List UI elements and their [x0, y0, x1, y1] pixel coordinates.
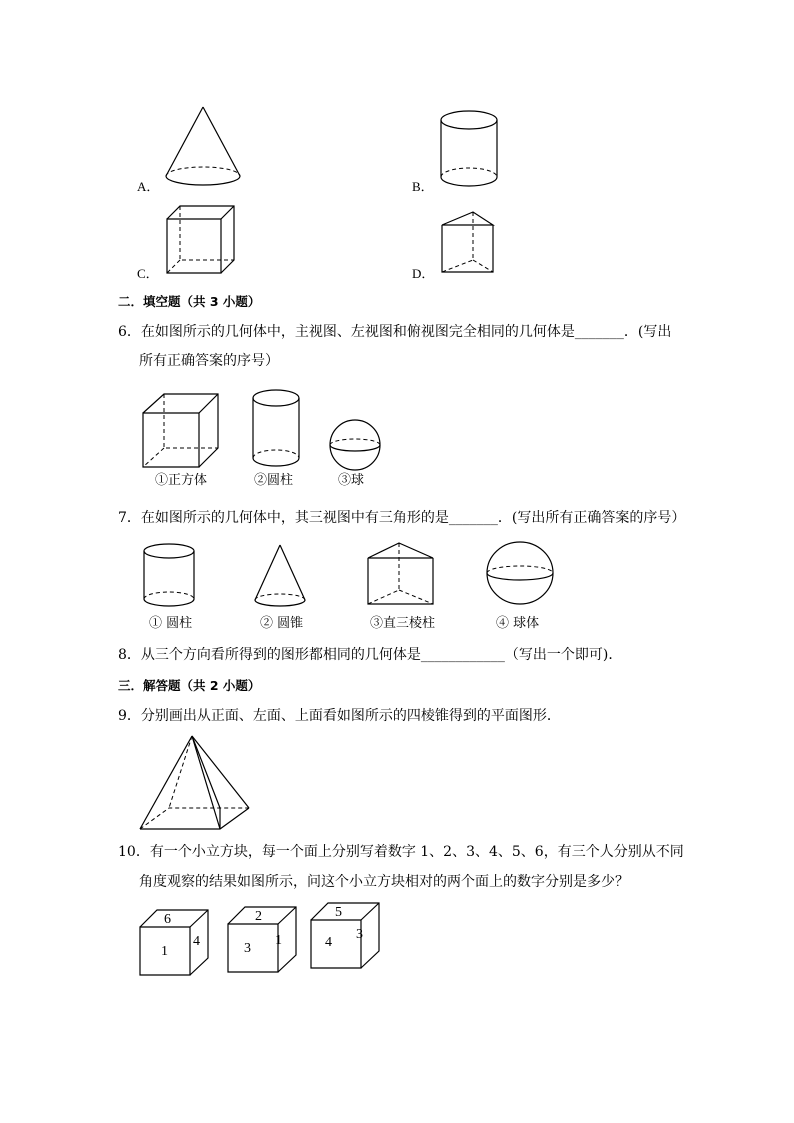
- q7-triangular-prism-figure: [365, 540, 437, 608]
- cone-figure: [160, 104, 250, 194]
- numbered-cube-2: [226, 905, 300, 975]
- square-pyramid-figure: [138, 733, 280, 833]
- q10-text-line1: 10．有一个小立方块，每一个面上分别写着数字 1、2、3、4、5、6，有三个人分别从不同: [118, 844, 684, 860]
- q6-cylinder-figure: [250, 387, 304, 471]
- q9-text-line1: 9．分别画出从正面、左面、上面看如图所示的四棱锥得到的平面图形．: [118, 708, 561, 724]
- q6-cube-figure: [140, 392, 222, 470]
- cube-1-front-number: 1: [161, 944, 168, 959]
- cube-3-front-number: 4: [325, 935, 332, 950]
- q7-caption-2: ② 圆锥: [260, 616, 304, 631]
- q7-caption-4: ④ 球体: [496, 616, 540, 631]
- cylinder-figure: [438, 108, 508, 194]
- section-2-title: 二．填空题（共 3 小题）: [118, 294, 261, 309]
- cube-3-right-number: 3: [356, 927, 363, 942]
- option-d-label: D．: [412, 266, 435, 281]
- q7-text-line1: 7．在如图所示的几何体中，其三视图中有三角形的是_______．(写出所有正确答案的序号）: [118, 510, 686, 526]
- numbered-cube-1: [138, 908, 212, 978]
- option-b-label: B．: [412, 179, 434, 194]
- q6-sphere-figure: [328, 418, 384, 474]
- cube-2-front-number: 3: [244, 941, 251, 956]
- q6-caption-2: ②圆柱: [254, 473, 294, 488]
- cube-1-top-number: 6: [164, 912, 171, 927]
- q7-sphere-figure: [485, 541, 557, 607]
- q7-caption-1: ① 圆柱: [149, 616, 193, 631]
- q6-text-line1: 6．在如图所示的几何体中，主视图、左视图和俯视图完全相同的几何体是_______．(写出: [118, 324, 672, 340]
- q8-text-line1: 8．从三个方向看所得到的图形都相同的几何体是____________（写出一个即可)．: [118, 647, 623, 663]
- cube-figure: [164, 204, 238, 276]
- option-a-label: A．: [137, 179, 160, 194]
- option-c-label: C．: [137, 266, 159, 281]
- q7-cylinder-figure: [141, 541, 199, 609]
- q6-caption-3: ③球: [338, 473, 365, 488]
- triangular-prism-figure: [438, 208, 498, 276]
- q10-text-line2: 角度观察的结果如图所示，问这个小立方块相对的两个面上的数字分别是多少？: [139, 874, 629, 890]
- q7-cone-figure: [252, 543, 310, 609]
- cube-1-right-number: 4: [193, 934, 200, 949]
- cube-3-top-number: 5: [335, 905, 342, 920]
- numbered-cube-3: [309, 901, 383, 971]
- cube-2-right-number: 1: [275, 933, 282, 948]
- q6-caption-1: ①正方体: [155, 473, 208, 488]
- section-3-title: 三．解答题（共 2 小题）: [118, 678, 261, 693]
- q7-caption-3: ③直三棱柱: [370, 616, 436, 631]
- cube-2-top-number: 2: [255, 909, 262, 924]
- q6-text-line2: 所有正确答案的序号）: [139, 353, 279, 369]
